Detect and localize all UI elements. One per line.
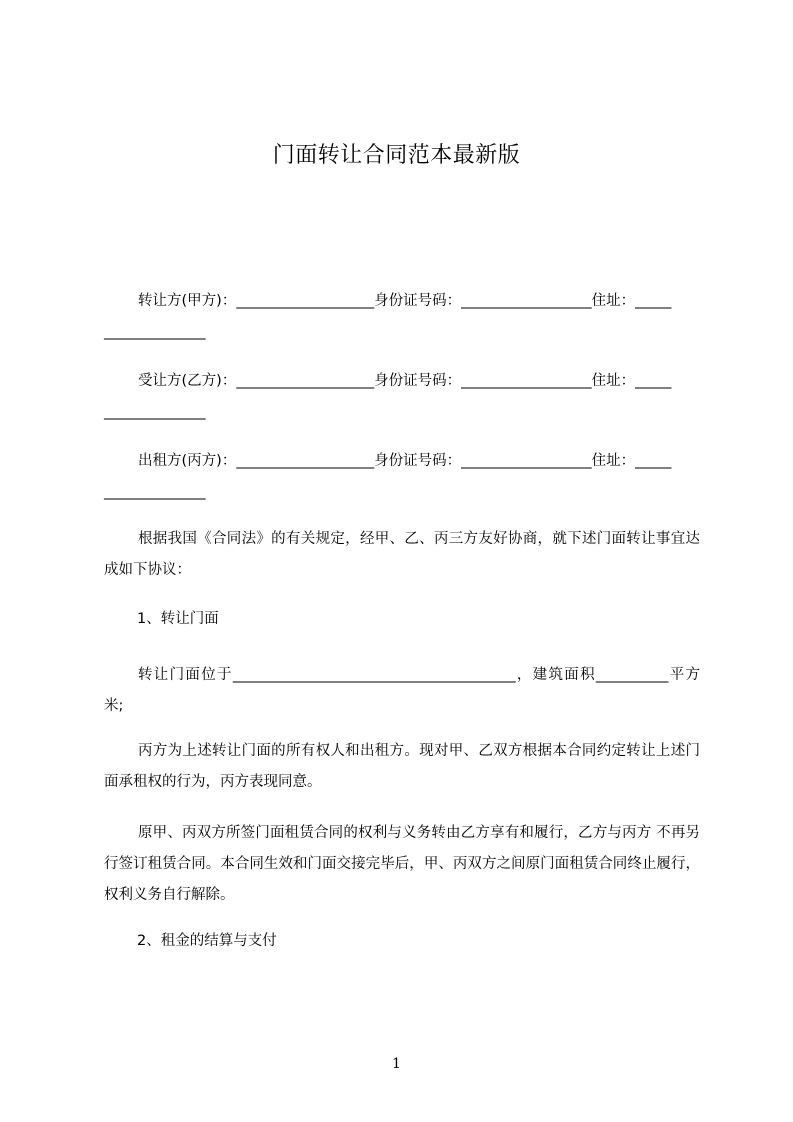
section-2-heading: 2、租金的结算与支付 xyxy=(137,933,277,949)
party-transferee-row xyxy=(104,366,700,428)
section-1-paragraph-ownership: 丙方为上述转让门面的所有权人和出租方。现对甲、乙双方根据本合同约定转让上述门面承租权的行为，丙方表现同意。 xyxy=(104,743,700,790)
party-transferor-line2: ______________ xyxy=(104,324,206,340)
intro-paragraph: 根据我国《合同法》的有关规定，经甲、乙、丙三方友好协商，就下述门面转让事宜达成如下协议： xyxy=(104,531,700,578)
document-title: 门面转让合同范本最新版 xyxy=(272,143,521,168)
party-lessor-line1: 出租方(丙方)：___________________身份证号码：__________________住址：_____ xyxy=(138,453,672,469)
party-transferee-line1: 受让方(乙方)：___________________身份证号码：__________________住址：_____ xyxy=(138,373,672,389)
section-1-paragraph-rights: 原甲、丙双方所签门面租赁合同的权利与义务转由乙方享有和履行，乙方与丙方 不再另行签订租赁合同。本合同生效和门面交接完毕后，甲、丙双方之间原门面租赁合同终止履行，权利义务自行解除。 xyxy=(104,825,700,903)
party-transferor-line1: 转让方(甲方)：___________________身份证号码：__________________住址：_____ xyxy=(138,293,672,309)
party-transferee-line2: ______________ xyxy=(104,404,206,420)
section-1-paragraph-location: 转让门面位于_______________________________________，建筑面积__________平方米; xyxy=(104,667,700,714)
party-lessor-row xyxy=(104,446,700,508)
page-number: 1 xyxy=(392,1056,401,1072)
party-transferor-row xyxy=(104,286,700,348)
section-1-heading: 1、转让门面 xyxy=(137,611,219,627)
party-lessor-line2: ______________ xyxy=(104,484,206,500)
